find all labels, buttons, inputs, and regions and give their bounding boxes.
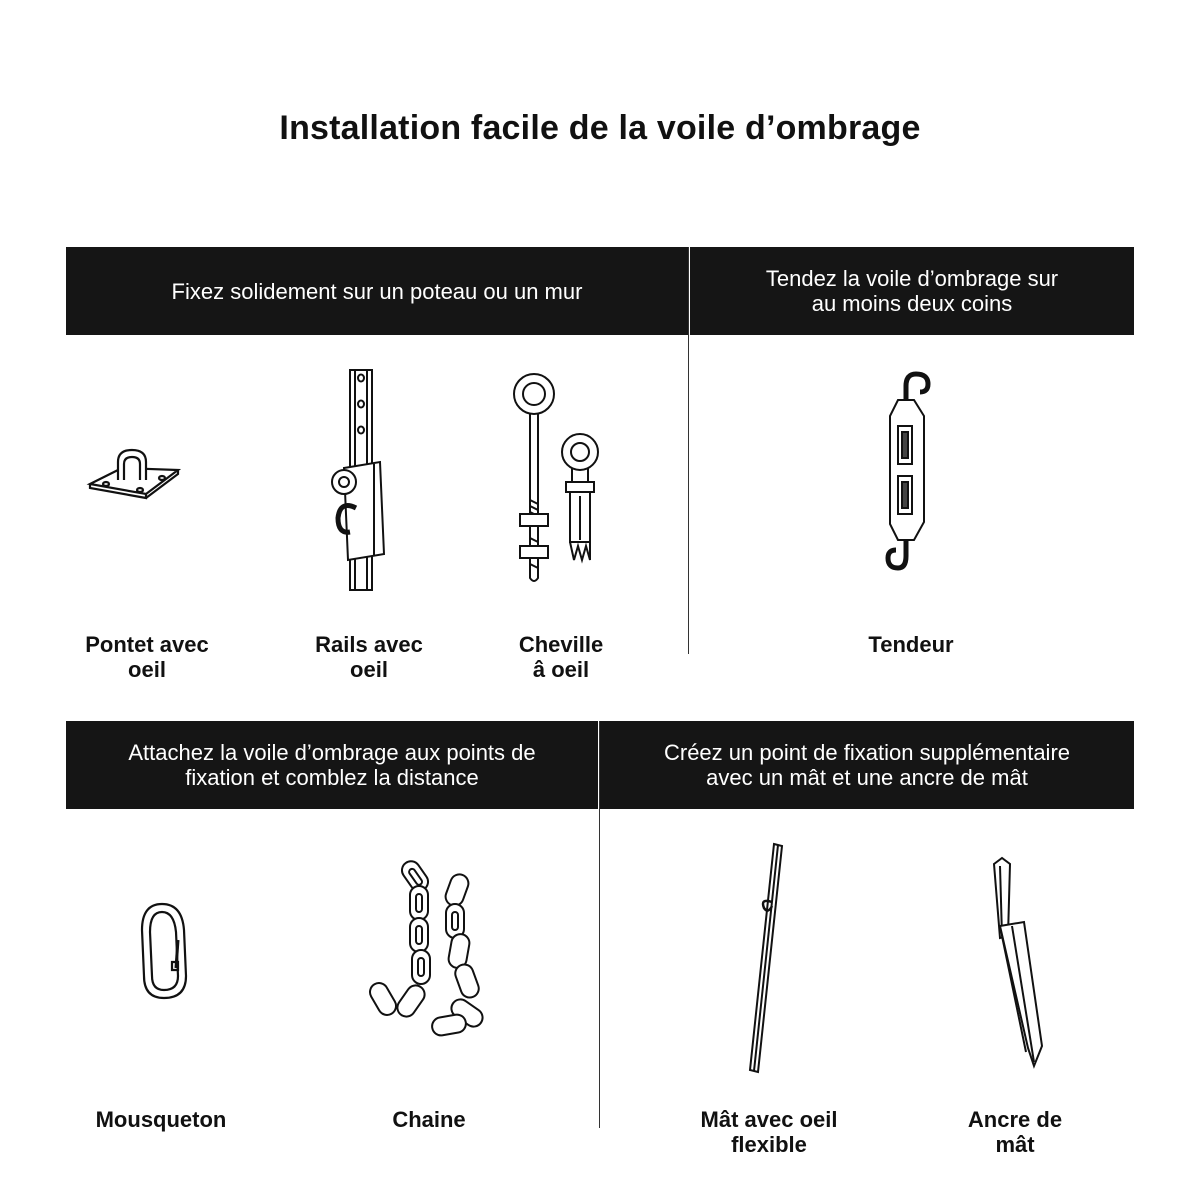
section-divider [688, 247, 689, 654]
section-heading-text: Attachez la voile d’ombrage aux points de fixation et comblez la distance [128, 740, 536, 790]
ground-anchor-icon [990, 856, 1050, 1070]
section-header-extra-point [600, 721, 1134, 809]
item-label-pole-with-eye: Mât avec oeil flexible [700, 1107, 838, 1157]
item-label-eye-bolt: Cheville â oeil [518, 632, 604, 682]
item-label-rail-with-eye: Rails avec oeil [315, 632, 423, 682]
section-divider [599, 721, 600, 1128]
item-label-carabiner: Mousqueton [95, 1107, 227, 1132]
section-header-attach-pole-wall [66, 247, 688, 335]
section-header-tension [690, 247, 1134, 335]
section-header-connect [66, 721, 598, 809]
pole-with-eye-icon [744, 840, 788, 1076]
item-label-ground-anchor: Ancre de mât [967, 1107, 1063, 1157]
eye-plate-icon [84, 440, 184, 500]
turnbuckle-icon [880, 370, 940, 574]
page-title: Installation facile de la voile d’ombrage [279, 109, 921, 147]
section-heading-text: Tendez la voile d’ombrage sur au moins deux coins [765, 266, 1059, 316]
eye-bolt-icon [506, 370, 606, 590]
item-label-chain: Chaine [392, 1107, 466, 1132]
chain-icon [364, 856, 494, 1042]
item-label-eye-plate: Pontet avec oeil [85, 632, 209, 682]
item-label-turnbuckle: Tendeur [868, 632, 954, 657]
section-heading-text: Créez un point de fixation supplémentaire avec un mât et une ancre de mât [663, 740, 1071, 790]
rail-with-eye-icon [322, 368, 398, 592]
section-heading-text: Fixez solidement sur un poteau ou un mur [171, 278, 583, 304]
carabiner-icon [132, 900, 192, 1002]
